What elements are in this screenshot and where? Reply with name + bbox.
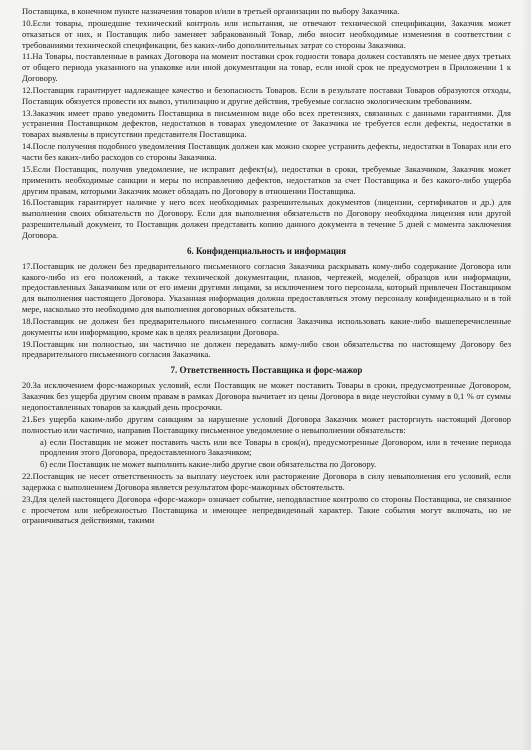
- paragraph-22: 22.Поставщик не несет ответственность за выплату неустоек или расторжение Договора в силу невыполнения его условий, если задержка с выполнением Договора является результатом форс-мажорных обстоятельств.: [22, 471, 511, 492]
- paragraph-15: 15.Если Поставщик, получив уведомление, не исправит дефект(ы), недостатки в сроки, требуемые Заказчиком, Заказчик может применить необходимые санкции и меры по исправлению дефектов, недостатков за счет Поставщика и без какого-либо ущерба другим правам, которыми Заказчик может обладать по Договору в отношении Поставщика.: [22, 163, 511, 196]
- paragraph-11: 11.На Товары, поставленные в рамках Договора на момент поставки срок годности товара должен составлять не менее двух третьих от общего периода указанного на упаковке или иной документации на товар, если иной срок не предусмотрен в Приложении 1 к Договору.: [22, 51, 511, 84]
- paragraph-14: 14.После получения подобного уведомления Поставщик должен как можно скорее устранить дефекты, недостатки в Товарах или его части без каких-либо расходов со стороны Заказчика.: [22, 141, 511, 162]
- contract-text: [22, 6, 511, 527]
- paragraph-18: 18.Поставщик не должен без предварительного письменного согласия Заказчика использовать какие-либо вышеперечисленные документы или информацию, кроме как в целях реализации Договора.: [22, 315, 511, 337]
- paragraph-16: 16.Поставщик гарантирует наличие у него всех необходимых разрешительных документов (лицензии, сертификатов и др.) для выполнения своих обязательств по Договору. Если для выполнения обязательств по Договору необходима лицензия или другой разрешительный документ, то Поставщик должен представить копию данного документа в течение 5 дней с момента заключения Договора.: [22, 197, 511, 240]
- subitem-b: б) если Поставщик не может выполнить какие-либо другие свои обязательства по Договору.: [40, 459, 377, 470]
- paragraph-9-end: Поставщика, в конечном пункте назначения товаров и/или в третьей организации по выбору Заказчика.: [22, 6, 400, 16]
- paragraph-20: 20.За исключением форс-мажорных условий, если Поставщик не может поставить Товары в сроки, предусмотренные Договором, Заказчик без ущерба другим своим правам в рамках Договора вычитает из цены Договора в виде неустойки сумму в 0,1 % от суммы недопоставленных товаров за каждый день просрочки.: [22, 380, 511, 412]
- paragraph-10: 10.Если товары, прошедшие технический контроль или испытания, не отвечают технической спецификации, Заказчик может отказаться от них, и Поставщик либо заменяет забракованный Товар, либо вносит необходимые изменения в соответствии с требованиями технической спецификации, без каких-либо дополнительных затрат со стороны Заказчика.: [22, 17, 511, 50]
- section-6-heading: 6. Конфиденциальность и информация: [187, 245, 346, 256]
- paragraph-13: 13.Заказчик имеет право уведомить Поставщика в письменном виде обо всех претензиях, связанных с данными гарантиями. Для устранения Поставщиком дефектов, недостатков в товарах уведомление от Заказчика не требуется если дефекты, недостатки в товарах выявлены в присутствии представителя Поставщика.: [22, 107, 511, 140]
- section-7-heading: 7. Ответственность Поставщика и форс-мажор: [170, 365, 363, 376]
- page-edge-shadow: [521, 0, 531, 750]
- paragraph-23: 23.Для целей настоящего Договора «форс-мажор» означает событие, неподвластное контролю со стороны Поставщика, не связанное с просчетом или небрежностью Поставщика и имеющее непредвиденный характер. Такие события могут включать, но не ограничиваться действиями, такими: [22, 493, 511, 526]
- paragraph-19: 19.Поставщик ни полностью, ни частично не должен передавать кому-либо свои обязательства по настоящему Договору без предварительного письменного согласия Заказчика.: [22, 338, 511, 360]
- paragraph-12: 12.Поставщик гарантирует надлежащее качество и безопасность Товаров. Если в результате поставки Товаров образуются отходы, Поставщик обязуется провести их вывоз, утилизацию и другие действия, требуемые согласно экологическим требованиям.: [22, 84, 511, 106]
- paragraph-17: 17.Поставщик не должен без предварительного письменного согласия Заказчика раскрывать кому-либо содержание Договора или какого-либо из его положений, а также технической документации, планов, чертежей, моделей, образцов или информации, предоставленных Заказчиком или от его имени другими лицами, за исключением того персонала, который привлечен Поставщиком для выполнения настоящего Договора. Указанная информация должна предоставляться этому персоналу конфиденциально и в той мере, насколько это необходимо для выполнения договорных обязательств.: [22, 260, 511, 315]
- subitem-a: а) если Поставщик не может поставить часть или все Товары в срок(и), предусмотренные Договором, или в течение периода продления этого Договора, предоставленного Заказчиком;: [40, 436, 511, 458]
- paragraph-21: 21.Без ущерба каким-либо другим санкциям за нарушение условий Договора Заказчик может расторгнуть настоящий Договор полностью или частично, направив Поставщику письменное уведомление о невыполнении обязательств:: [22, 413, 511, 435]
